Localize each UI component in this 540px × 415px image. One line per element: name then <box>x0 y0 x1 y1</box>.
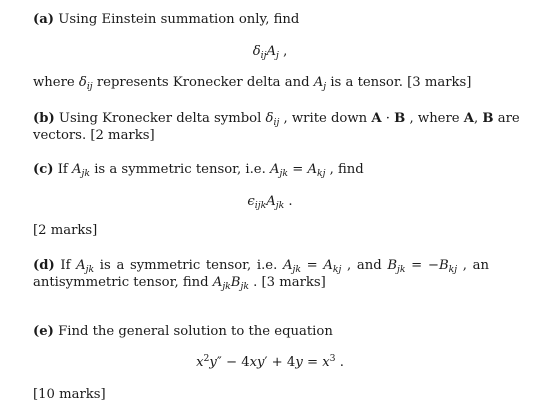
question-a-prompt <box>33 12 299 29</box>
question-a-label: (a) <box>33 12 55 27</box>
question-c-label: (c) <box>33 162 54 177</box>
question-d-prompt: (d) If $A_{jk}$ is a symmetric tensor, i.e. $A_{jk} = A_{kj}$ , and $B_{jk} = -B_{kj}$ , an <box>33 258 490 276</box>
question-e-label: (e) <box>33 324 54 339</box>
question-c-prompt: (c) If $A_{jk}$ is a symmetric tensor, i.e. $A_{jk} = A_{kj}$ , find <box>33 162 364 180</box>
question-d-continuation: antisymmetric tensor, find $A_{jk}B_{jk}$ . [3 marks] <box>33 275 326 293</box>
question-a-equation: $\delta_{ij}A_j$ , <box>252 44 288 62</box>
question-d-label: (d) <box>33 258 55 273</box>
question-e-text: Find the general solution to the equation <box>58 324 333 339</box>
question-b-label: (b) <box>33 111 55 126</box>
question-b-prompt: (b) Using Kronecker delta symbol $\delta_{ij}$ , write down A · B , where A, B are <box>33 111 520 129</box>
question-c-equation: $\epsilon_{ijk}A_{jk}$ . <box>247 194 293 212</box>
question-a-text: Using Einstein summation only, find <box>58 12 300 27</box>
question-e-marks: [10 marks] <box>33 387 106 402</box>
question-a-definition: where $\delta_{ij}$ represents Kronecker delta and $A_j$ is a tensor. [3 marks] <box>33 75 472 93</box>
question-b-continuation: vectors. [2 marks] <box>33 128 155 143</box>
question-e-prompt <box>33 324 333 341</box>
question-c-marks: [2 marks] <box>33 223 98 238</box>
question-e-equation: $x^2y'' - 4xy' + 4y = x^3$ . <box>196 352 344 370</box>
